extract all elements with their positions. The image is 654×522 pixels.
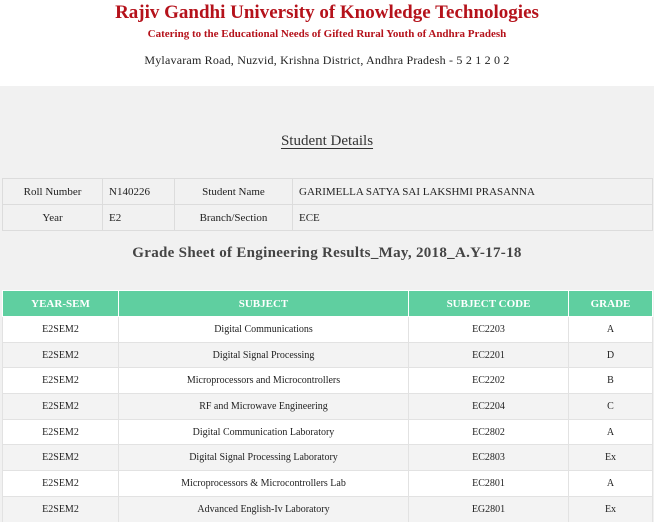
grade-table-header [3, 291, 653, 317]
subject-code-cell: EC2803 [409, 445, 569, 471]
grade-table [2, 290, 653, 522]
roll-number-value: N140226 [103, 179, 175, 205]
subject-cell: Advanced English-Iv Laboratory [119, 496, 409, 522]
column-header-grade: GRADE [569, 291, 653, 317]
details-row [3, 179, 653, 205]
table-row [3, 394, 653, 420]
year-sem-cell: E2SEM2 [3, 496, 119, 522]
grade-sheet-heading: Grade Sheet of Engineering Results_May, 2018_A.Y-17-18 [132, 245, 522, 261]
university-address: Mylavaram Road, Nuzvid, Krishna District, Andhra Pradesh - 5 2 1 2 0 2 [144, 53, 510, 67]
branch-value: ECE [293, 205, 653, 231]
column-header-subject: SUBJECT [119, 291, 409, 317]
year-sem-cell: E2SEM2 [3, 394, 119, 420]
year-sem-cell: E2SEM2 [3, 419, 119, 445]
grade-cell: A [569, 419, 653, 445]
year-sem-cell: E2SEM2 [3, 368, 119, 394]
subject-code-cell: EC2202 [409, 368, 569, 394]
grade-cell: A [569, 317, 653, 343]
student-details-table [2, 178, 653, 231]
subject-code-cell: EC2801 [409, 471, 569, 497]
subject-cell: Digital Communication Laboratory [119, 419, 409, 445]
branch-label: Branch/Section [175, 205, 293, 231]
grade-cell: B [569, 368, 653, 394]
student-details-title: Student Details [280, 133, 374, 149]
table-row [3, 342, 653, 368]
column-header-subject-code: SUBJECT CODE [409, 291, 569, 317]
year-sem-cell: E2SEM2 [3, 317, 119, 343]
table-row [3, 471, 653, 497]
student-name-label: Student Name [175, 179, 293, 205]
table-row [3, 419, 653, 445]
details-row [3, 205, 653, 231]
year-sem-cell: E2SEM2 [3, 471, 119, 497]
subject-cell: Microprocessors and Microcontrollers [119, 368, 409, 394]
table-row [3, 368, 653, 394]
subject-cell: Microprocessors & Microcontrollers Lab [119, 471, 409, 497]
table-row [3, 445, 653, 471]
subject-cell: Digital Signal Processing [119, 342, 409, 368]
roll-number-label: Roll Number [3, 179, 103, 205]
student-name-value: GARIMELLA SATYA SAI LAKSHMI PRASANNA [293, 179, 653, 205]
year-label: Year [3, 205, 103, 231]
subject-cell: Digital Communications [119, 317, 409, 343]
grade-cell: Ex [569, 445, 653, 471]
university-title: Rajiv Gandhi University of Knowledge Technologies [115, 2, 539, 23]
subject-code-cell: EC2201 [409, 342, 569, 368]
table-row [3, 496, 653, 522]
page-header [0, 0, 654, 86]
subject-code-cell: EC2802 [409, 419, 569, 445]
grade-cell: A [569, 471, 653, 497]
year-sem-cell: E2SEM2 [3, 445, 119, 471]
subject-cell: RF and Microwave Engineering [119, 394, 409, 420]
subject-code-cell: EC2203 [409, 317, 569, 343]
university-tagline: Catering to the Educational Needs of Gifted Rural Youth of Andhra Pradesh [147, 28, 507, 40]
year-value: E2 [103, 205, 175, 231]
subject-code-cell: EG2801 [409, 496, 569, 522]
grade-cell: C [569, 394, 653, 420]
grade-cell: Ex [569, 496, 653, 522]
grade-cell: D [569, 342, 653, 368]
table-row [3, 317, 653, 343]
subject-code-cell: EC2204 [409, 394, 569, 420]
column-header-year-sem: YEAR-SEM [3, 291, 119, 317]
year-sem-cell: E2SEM2 [3, 342, 119, 368]
subject-cell: Digital Signal Processing Laboratory [119, 445, 409, 471]
